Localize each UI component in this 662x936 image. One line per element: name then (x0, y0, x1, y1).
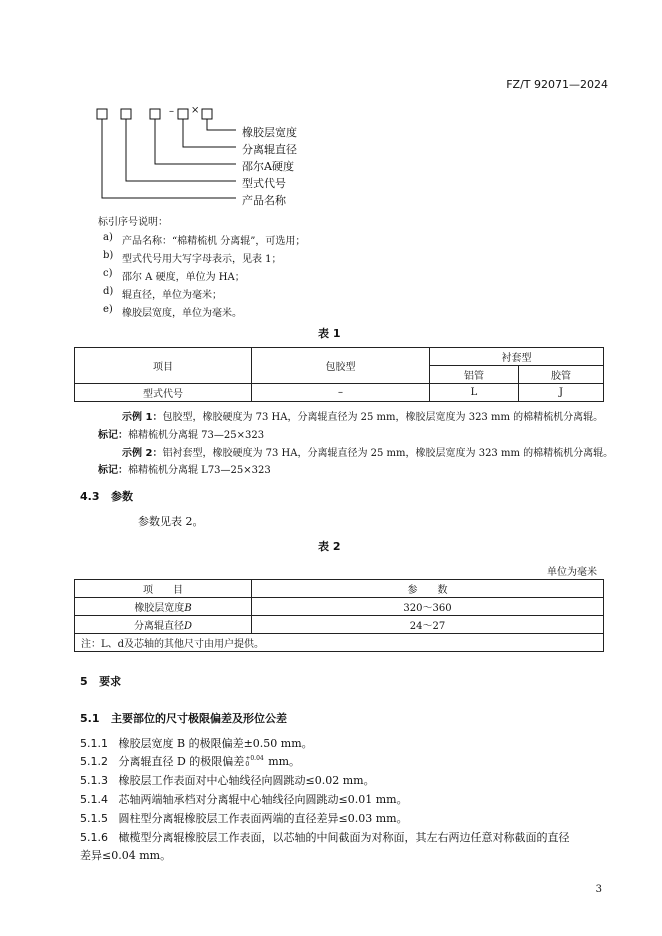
tolerance-stack (245, 756, 263, 768)
clause-5-1-1 (80, 735, 313, 751)
note-key-b: b) (103, 250, 114, 261)
section-4-3-number: 4.3 (80, 490, 100, 503)
clause-5-1-3-text: 橡胶层工作表面对中心轴线径向圆跳动≤0.02 mm。 (118, 774, 375, 787)
table2-row1-value: 320～360 (252, 598, 604, 616)
example2-text: 铝衬套型，橡胶硬度为 73 HA，分离辊直径为 25 mm，橡胶层宽度为 323 mm 的棉精梳机分离辊。 (162, 448, 614, 459)
table2-row1-name: 橡胶层宽度 (134, 603, 185, 614)
table1-header-bao: 包胶型 (252, 348, 430, 384)
note-key-d: d) (103, 286, 114, 297)
table1-header-item: 项目 (75, 348, 252, 384)
table1-cell-lv: L (430, 384, 519, 402)
box-diameter (178, 109, 188, 119)
clause-5-1-2-number: 5.1.2 (80, 755, 108, 768)
section-4-3-title: 参数 (111, 490, 133, 503)
clause-5-1-2-unit: mm。 (264, 755, 301, 768)
mark1-label: 标记： (98, 430, 128, 441)
example2 (122, 444, 613, 459)
table-row (75, 616, 604, 634)
label-product-name: 产品名称 (242, 194, 286, 207)
table1 (74, 347, 604, 402)
clause-5-1-6-number: 5.1.6 (80, 831, 108, 844)
table2-header-item: 项 目 (75, 580, 252, 598)
table2-note: 注：L、d及芯轴的其他尺寸由用户提供。 (75, 634, 604, 652)
example1-text: 包胶型，橡胶硬度为 73 HA，分离辊直径为 25 mm，橡胶层宽度为 323 mm 的棉精梳机分离辊。 (162, 412, 604, 423)
table-row (75, 598, 604, 616)
clause-5-1-5-text: 圆柱型分离辊橡胶层工作表面两端的直径差异≤0.03 mm。 (118, 812, 408, 825)
table2-row1-symbol: B (184, 603, 192, 614)
box-product-name (97, 109, 107, 119)
label-rubber-width: 橡胶层宽度 (242, 126, 297, 139)
clause-5-1-1-text: 橡胶层宽度 B 的极限偏差±0.50 mm。 (118, 737, 313, 750)
section-4-3-body: 参数见表 2。 (138, 515, 204, 528)
page-number: 3 (595, 884, 602, 895)
box-width (202, 109, 212, 119)
table1-cell-jiao: J (519, 384, 604, 402)
clause-5-1-6-text: 橄榄型分离辊橡胶层工作表面，以芯轴的中间截面为对称面，其左右两边任意对称截面的直径 (118, 831, 570, 844)
clause-5-1-5 (80, 810, 408, 826)
section-5-title: 要求 (99, 675, 122, 688)
table2-row1-label (75, 598, 252, 616)
table1-header-lv: 铝管 (430, 366, 519, 384)
designation-dash: – (169, 106, 174, 117)
table2-row2-symbol: D (183, 621, 193, 632)
clause-5-1-2-text: 分离辊直径 D 的极限偏差 (118, 755, 245, 768)
example2-label: 示例 2： (122, 448, 163, 459)
section-5-heading (80, 673, 121, 689)
table2-row2-label (75, 616, 252, 634)
designation-times: × (191, 105, 200, 116)
standard-number: FZ/T 92071—2024 (506, 78, 608, 91)
table1-header-jiao: 胶管 (519, 366, 604, 384)
table-row (75, 384, 604, 402)
note-text-e: 橡胶层宽度，单位为毫米。 (122, 308, 242, 319)
section-5-1-number: 5.1 (80, 712, 100, 725)
table1-title: 表 1 (318, 327, 341, 340)
clause-5-1-3 (80, 772, 375, 788)
tolerance-upper: +0.04 (245, 755, 264, 762)
notes-title: 标引序号说明： (98, 217, 168, 228)
tolerance-lower: 0 (245, 761, 250, 768)
mark2-label: 标记： (98, 465, 128, 476)
example1 (122, 408, 603, 423)
note-key-c: c) (103, 268, 113, 279)
table1-row-label: 型式代号 (75, 384, 252, 402)
mark2 (98, 461, 271, 476)
clause-5-1-4 (80, 791, 408, 807)
clause-5-1-5-number: 5.1.5 (80, 812, 108, 825)
table2-row2-name: 分离辊直径 (133, 621, 184, 632)
clause-5-1-4-text: 芯轴两端轴承档对分离辊中心轴线径向圆跳动≤0.01 mm。 (118, 793, 408, 806)
table1-header-chen: 衬套型 (430, 348, 604, 366)
clause-5-1-4-number: 5.1.4 (80, 793, 108, 806)
table1-cell-bao: – (252, 384, 430, 402)
section-5-1-title: 主要部位的尺寸极限偏差及形位公差 (111, 712, 287, 725)
note-text-d: 辊直径，单位为毫米； (122, 290, 222, 301)
note-key-a: a) (103, 232, 113, 243)
clause-5-1-6 (80, 829, 570, 845)
mark2-text: 棉精梳机分离辊 L73—25×323 (128, 465, 271, 476)
section-4-3-heading (80, 488, 133, 504)
note-text-b: 型式代号用大写字母表示，见表 1； (122, 254, 282, 265)
table2 (74, 579, 604, 652)
clause-5-1-2 (80, 753, 300, 769)
label-shore-hardness: 邵尔A硬度 (242, 160, 294, 173)
label-type-code: 型式代号 (242, 177, 286, 190)
box-type-code (121, 109, 131, 119)
table2-unit: 单位为毫米 (547, 567, 597, 578)
clause-5-1-6-continued: 差异≤0.04 mm。 (80, 849, 172, 862)
section-5-number: 5 (80, 675, 88, 688)
table2-title: 表 2 (318, 540, 341, 553)
clause-5-1-1-number: 5.1.1 (80, 737, 108, 750)
table2-header-param: 参 数 (252, 580, 604, 598)
section-5-1-heading (80, 710, 287, 726)
box-hardness (150, 109, 160, 119)
note-key-e: e) (103, 304, 113, 315)
label-roller-diameter: 分离辊直径 (242, 143, 297, 156)
note-text-c: 邵尔 A 硬度，单位为 HA； (122, 272, 245, 283)
mark1-text: 棉精梳机分离辊 73—25×323 (128, 430, 265, 441)
designation-diagram (90, 105, 350, 215)
example1-label: 示例 1： (122, 412, 163, 423)
clause-5-1-3-number: 5.1.3 (80, 774, 108, 787)
mark1 (98, 426, 264, 441)
note-text-a: 产品名称：“棉精梳机 分离辊”，可选用； (122, 236, 306, 247)
table2-row2-value: 24～27 (252, 616, 604, 634)
